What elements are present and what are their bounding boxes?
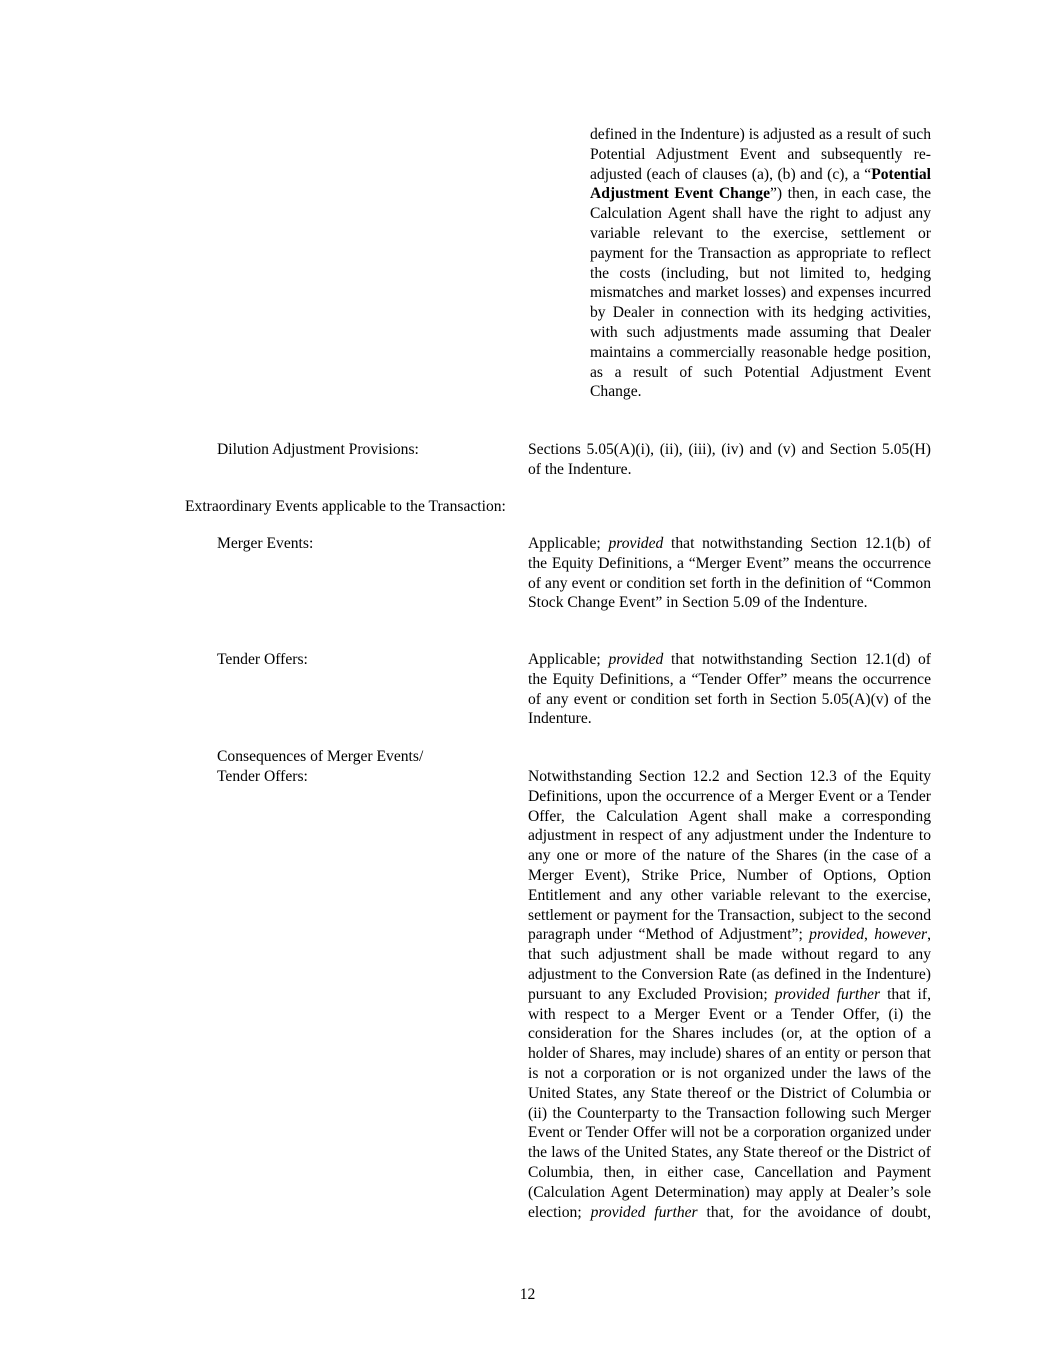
- page-number: 12: [519, 1286, 536, 1303]
- dilution-adjustment-text: Sections 5.05(A)(i), (ii), (iii), (iv) and (v) and Section 5.05(H) of the Indenture.: [528, 441, 931, 478]
- tender-offers-text: Applicable; provided that notwithstanding Section 12.1(d) of the Equity Definitions, a “Tender Offer” means the occurrence of any event or condition set forth in Section 5.05(A)(v) of the Indenture.: [528, 651, 931, 728]
- carryover-paragraph: defined in the Indenture) is adjusted as a result of such Potential Adjustment Event and subsequently re-adjusted (each of clauses (a), (b) and (c), a “Potential Adjustment Event Change”) then, in each case, the Calculation Agent shall have the right to adjust any variable relevant to the exercise, settlement or payment for the Transaction as appropriate to reflect the costs (including, but not limited to, hedging mismatches and market losses) and expenses incurred by Dealer in connection with its hedging activities, with such adjustments made assuming that Dealer maintains a commercially reasonable hedge position, as a result of such Potential Adjustment Event Change.: [590, 126, 931, 401]
- consequences-label-line2: Tender Offers:: [217, 768, 308, 785]
- dilution-adjustment-label: Dilution Adjustment Provisions:: [217, 441, 419, 458]
- merger-events-text: Applicable; provided that notwithstanding Section 12.1(b) of the Equity Definitions, a “Merger Event” means the occurrence of any event or condition set forth in the definition of “Common Stock Change Event” in Section 5.09 of the Indenture.: [528, 535, 931, 612]
- tender-offers-label: Tender Offers:: [217, 651, 308, 668]
- consequences-text: Notwithstanding Section 12.2 and Section 12.3 of the Equity Definitions, upon the occurrence of a Merger Event or a Tender Offer, the Calculation Agent shall make a corresponding adjustment in respect of any adjustment under the Indenture to any one or more of the nature of the Shares (in the case of a Merger Event), Strike Price, Number of Options, Option Entitlement and any other variable relevant to the exercise, settlement or payment for the Transaction, subject to the second paragraph under “Method of Adjustment”; provided, however, that such adjustment shall be made without regard to any adjustment to the Conversion Rate (as defined in the Indenture) pursuant to any Excluded Provision; provided further that if, with respect to a Merger Event or a Tender Offer, (i) the consideration for the Shares includes (or, at the option of a holder of Shares, may include) shares of an entity or person that is not a corporation or is not organized under the laws of the United States, any State thereof or the District of Columbia or (ii) the Counterparty to the Transaction following such Merger Event or Tender Offer will not be a corporation organized under the laws of the United States, any State thereof or the District of Columbia, then, in either case, Cancellation and Payment (Calculation Agent Determination) may apply at Dealer’s sole election; provided further that, for the avoidance of doubt,: [528, 768, 931, 1221]
- extraordinary-events-heading: Extraordinary Events applicable to the Transaction:: [185, 498, 506, 515]
- defined-term-potential-adjustment-event-change: Potential Adjustment Event Change: [590, 165, 931, 203]
- consequences-label-line1: Consequences of Merger Events/: [217, 748, 424, 765]
- merger-events-label: Merger Events:: [217, 535, 314, 552]
